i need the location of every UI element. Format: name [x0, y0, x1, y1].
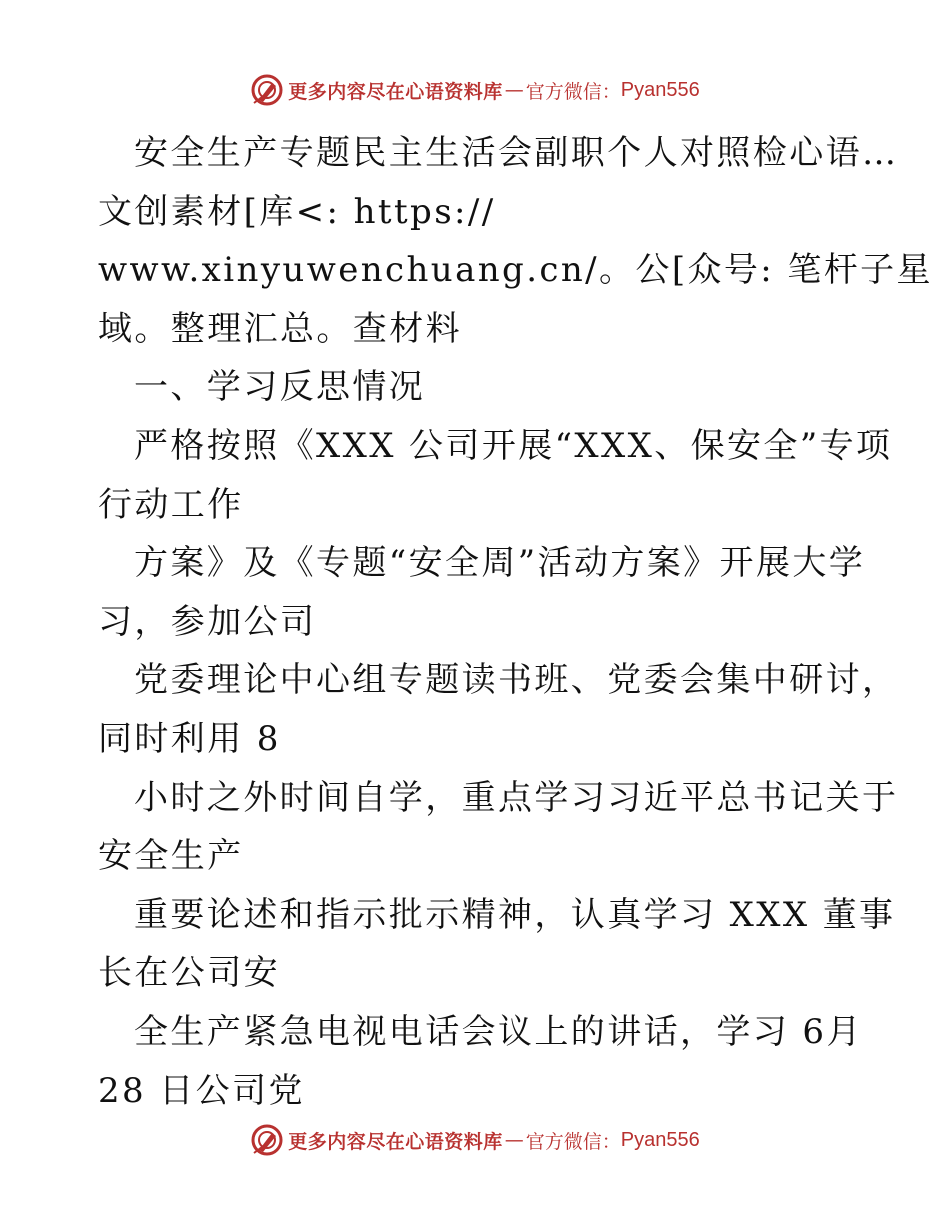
banner-dash: — — [504, 1129, 524, 1151]
text-line: 同时利用 8 — [98, 718, 281, 759]
banner-wechat-label: 官方微信： — [525, 1130, 621, 1153]
text-line: 长在公司安 — [98, 953, 280, 994]
banner-main-text: 更多内容尽在心语资料库 — [288, 80, 503, 103]
section-heading: 一、学习反思情况 — [134, 367, 426, 408]
banner-dash: — — [504, 79, 524, 101]
text-line: 域。整理汇总。查材料 — [98, 308, 462, 349]
pen-nib-logo-icon — [250, 73, 284, 107]
text-line: 28 日公司党 — [98, 1070, 305, 1111]
text-line: 方案》及《专题“安全周”活动方案》开展大学 — [134, 543, 866, 584]
banner-wechat-id: Pyan556 — [620, 78, 700, 101]
text-line: 党委理论中心组专题读书班、党委会集中研讨， — [134, 660, 899, 701]
pen-nib-logo-icon — [250, 1123, 284, 1157]
text-line: 全生产紧急电视电话会议上的讲话，学习 6月 — [134, 1011, 863, 1052]
document-body — [98, 124, 933, 1120]
text-line: 文创素材[库<: https:// — [98, 191, 496, 232]
text-line: www.xinyuwenchuang.cn/。公[众号: 笔杆子星 — [98, 250, 933, 291]
banner-main-text: 更多内容尽在心语资料库 — [288, 1130, 503, 1153]
text-line: 重要论述和指示批示精神，认真学习 XXX 董事 — [134, 894, 896, 935]
banner-wechat-label: 官方微信： — [525, 80, 621, 103]
document-title-line: 安全生产专题民主生活会副职个人对照检心语… — [134, 133, 899, 173]
banner-wechat-id: Pyan556 — [620, 1128, 700, 1151]
text-line: 行动工作 — [98, 484, 244, 525]
text-line: 习，参加公司 — [98, 601, 317, 642]
text-line: 严格按照《XXX 公司开展“XXX、保安全”专项 — [134, 425, 893, 466]
footer-banner — [0, 1120, 950, 1160]
text-line: 小时之外时间自学，重点学习习近平总书记关于 — [134, 777, 899, 818]
header-banner — [0, 70, 950, 110]
text-line: 安全生产 — [98, 836, 244, 877]
